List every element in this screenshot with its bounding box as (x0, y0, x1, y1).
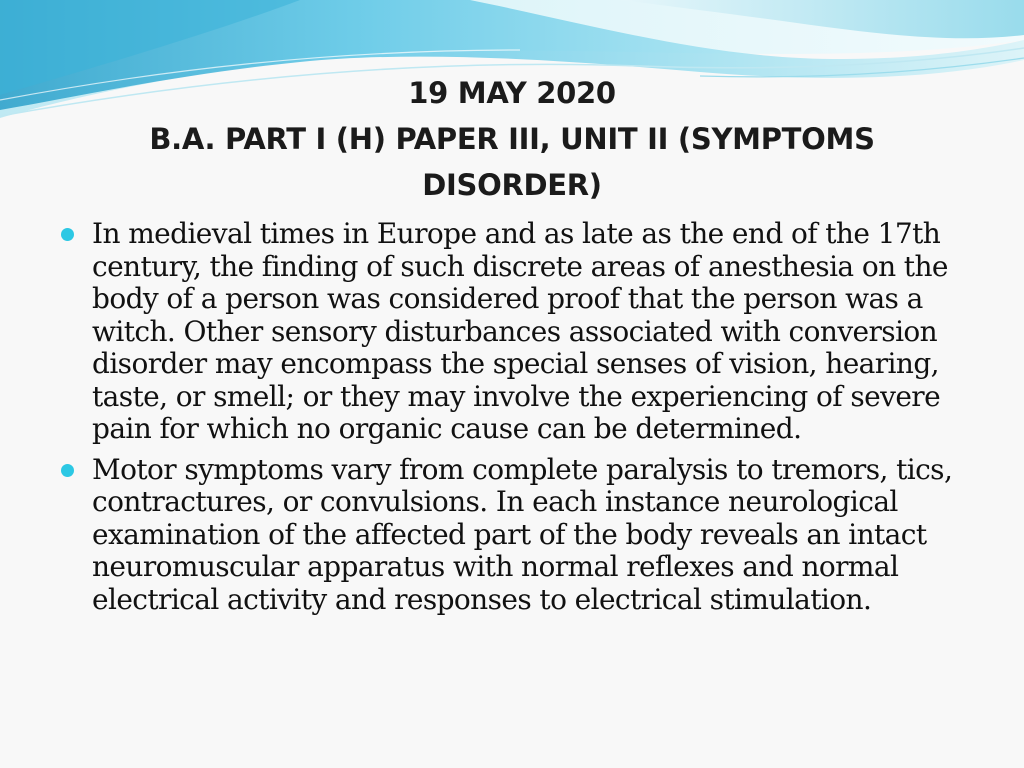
bullet-dot-icon (61, 228, 74, 241)
bullet-list (60, 218, 960, 624)
title-line-course: B.A. PART I (H) PAPER III, UNIT II (SYMPTOMS (149, 122, 875, 156)
bullet-text: In medieval times in Europe and as late as the end of the 17th century, the finding of such discrete areas of anesthesia on the body of a person was considered proof that the person was a witch. Other sensory disturbances associated with conversion disorder may encompass the special senses of vision, hearing, taste, or smell; or they may involve the experiencing of severe pain for which no organic cause can be determined. (92, 217, 948, 445)
bullet-dot-icon (61, 464, 74, 477)
bullet-item (60, 218, 960, 446)
slide-title (100, 70, 924, 208)
bullet-text: Motor symptoms vary from complete paralysis to tremors, tics, contractures, or convulsions. In each instance neurological examination of the affected part of the body reveals an intact neuromuscular apparatus with normal reflexes and normal electrical activity and responses to electrical stimulation. (92, 452, 953, 616)
bullet-item (60, 454, 960, 617)
title-line-date: 19 MAY 2020 (408, 76, 616, 110)
title-line-topic: DISORDER) (422, 168, 602, 202)
